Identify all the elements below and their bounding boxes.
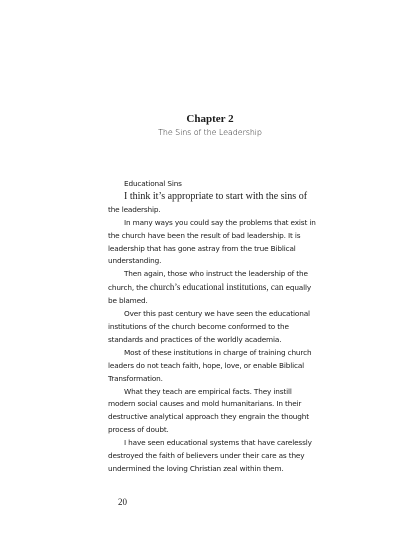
page-number: 20 [118, 497, 127, 507]
chapter-body [108, 178, 320, 476]
paragraph-5: Most of these institutions in charge of training church leaders do not teach faith, hope, love, or enable Biblical Transformation. [108, 347, 312, 383]
chapter-number: Chapter 2 [186, 113, 234, 125]
paragraph-7: I have seen educational systems that have carelessly destroyed the faith of believers under their care as they undermined the loving Christian zeal within them. [108, 438, 312, 473]
chapter-title: The Sins of the Leadership [158, 128, 262, 137]
paragraph-3-serif: church’s educational institutions, can [149, 282, 284, 293]
paragraph-1 [108, 191, 320, 217]
paragraph-2: In many ways you could say the problems that exist in the church have been the result of bad leadership. It is leadership that has gone astray from the true Biblical understanding. [108, 217, 316, 266]
paragraph-3-before: Then again, those who instruct the leadership of the church, the [108, 269, 308, 293]
section-heading: Educational Sins [124, 179, 182, 188]
paragraph-4: Over this past century we have seen the educational institutions of the church become conformed to the standards and practices of the worldly academia. [108, 309, 310, 344]
paragraph-3 [108, 268, 320, 308]
paragraph-3-after: equally be blamed. [108, 283, 312, 306]
paragraph-6: What they teach are empirical facts. They instill modern social causes and mold humanitarians. In their destructive analytical approach they engrain the thought process of doubt. [108, 386, 309, 435]
paragraph-1-lead: I think it’s appropriate to start with the sins of [124, 190, 308, 202]
paragraph-1-rest: the leadership. [108, 204, 161, 214]
